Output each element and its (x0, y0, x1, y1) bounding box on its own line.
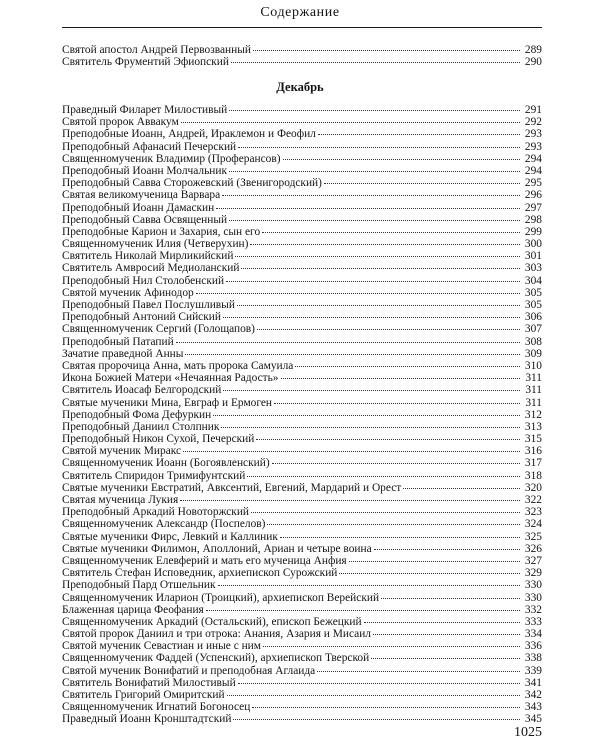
toc-entry (62, 56, 542, 68)
toc-entry (62, 116, 542, 128)
toc-entry-page: 343 (524, 701, 542, 714)
toc-entry-title: Священномученик Игнатий Богоносец (62, 701, 251, 714)
leader-dots (222, 195, 520, 196)
leader-dots (371, 658, 520, 659)
leader-dots (180, 500, 520, 501)
toc-entry-page: 336 (524, 640, 542, 653)
leader-dots (252, 707, 520, 708)
leader-dots (364, 622, 520, 623)
toc-entry-page: 300 (524, 238, 542, 251)
toc-entry-title: Святитель Григорий Омиритский (62, 689, 225, 701)
toc-entry-page: 341 (524, 676, 542, 689)
toc-entry (62, 506, 542, 518)
toc-entry-page: 334 (524, 628, 542, 641)
toc-entry-page: 305 (524, 286, 542, 299)
leader-dots (257, 329, 520, 330)
toc-entry (62, 360, 542, 372)
page-number: 1025 (514, 725, 542, 740)
toc-entry-title: Святой мученик Афинодор (62, 286, 194, 299)
toc-entry-page: 297 (524, 201, 542, 214)
leader-dots (374, 549, 520, 550)
toc-entry-page: 330 (524, 579, 542, 592)
leader-dots (272, 463, 520, 464)
toc-entry-page: 342 (524, 689, 542, 701)
toc-entry-title: Святитель Николай Мирликийский (62, 250, 234, 263)
toc-entry (62, 165, 542, 177)
toc-entry-page: 293 (524, 128, 542, 141)
toc-entry (62, 640, 542, 652)
toc-entry-page: 324 (524, 518, 542, 531)
toc-entry (62, 433, 542, 445)
toc-entry-title: Святитель Вонифатий Милостивый (62, 676, 236, 689)
section-heading: Декабрь (276, 80, 324, 94)
toc-entry-title: Преподобные Карион и Захария, сын его (62, 225, 261, 238)
toc-entry-title: Святитель Спиридон Тримифунтский (62, 469, 246, 482)
toc-entry (62, 153, 542, 165)
toc-entry-title: Святая мученица Лукия (62, 494, 179, 506)
toc-entry (62, 445, 542, 457)
leader-dots (317, 671, 520, 672)
leader-dots (223, 390, 520, 391)
toc-entry-title: Преподобный Савва Сторожевский (Звенигородский) (62, 177, 322, 190)
leader-dots (185, 354, 520, 355)
leader-dots (235, 256, 520, 257)
toc-entry (62, 652, 542, 664)
toc-entry-page: 311 (525, 372, 542, 385)
toc-entry-title: Святые мученики Евстратий, Авксентий, Евгений, Мардарий и Орест (62, 481, 402, 494)
leader-dots (221, 427, 520, 428)
toc-entry (62, 44, 542, 56)
toc-entry-title: Священномученик Илия (Четверухин) (62, 238, 249, 251)
toc-entry (62, 311, 542, 323)
toc-entry-title: Преподобный Афанасий Печерский (62, 140, 237, 153)
toc-entry-title: Блаженная царица Феофания (62, 603, 204, 616)
toc-entry-title: Преподобный Савва Освященный (62, 213, 228, 226)
leader-dots (229, 171, 520, 172)
toc-entry (62, 701, 542, 713)
toc-entry (62, 604, 542, 616)
toc-entry-page: 315 (524, 433, 542, 446)
toc-entry-page: 294 (524, 164, 542, 177)
leader-dots (176, 342, 520, 343)
leader-dots (241, 268, 520, 269)
toc-entry (62, 238, 542, 250)
toc-entry-title: Священномученик Владимир (Проферансов) (62, 152, 281, 165)
toc-entry (62, 348, 542, 360)
toc-entry (62, 250, 542, 262)
toc-entry-page: 289 (524, 44, 542, 56)
toc-entry-title: Преподобный Даниил Столпник (62, 420, 220, 433)
toc-entry (62, 555, 542, 567)
toc-entry (62, 384, 542, 396)
toc-entry-page: 305 (524, 299, 542, 311)
toc-entry-page: 306 (524, 311, 542, 324)
toc-entry-title: Преподобный Пард Отшельник (62, 579, 216, 592)
toc-entry-title: Священномученик Елевферий и мать его мученица Анфия (62, 554, 347, 567)
toc-entry-title: Святые мученики Мина, Евграф и Ермоген (62, 396, 273, 409)
toc-entry-title: Святой мученик Вонифатий и преподобная Аглаида (62, 664, 316, 677)
toc-entry (62, 275, 542, 287)
toc-entry (62, 177, 542, 189)
toc-entry-title: Святой мученик Миракс (62, 445, 182, 458)
toc-entry-page: 326 (524, 542, 542, 555)
leader-dots (381, 598, 520, 599)
toc-entry-title: Преподобный Иоанн Дамаскин (62, 201, 215, 214)
toc-entry (62, 397, 542, 409)
toc-entry-page: 290 (524, 56, 542, 69)
toc-entry-page: 293 (524, 140, 542, 153)
toc-entry-page: 318 (524, 469, 542, 482)
toc-entry-page: 339 (524, 664, 542, 677)
toc-entry-page: 304 (524, 274, 542, 287)
toc-entry-page: 307 (524, 323, 542, 336)
toc-entry (62, 543, 542, 555)
leader-dots (274, 403, 520, 404)
toc-entry-page: 311 (525, 396, 542, 409)
toc-entry-title: Зачатие праведной Анны (62, 347, 184, 360)
toc-entry-page: 313 (524, 420, 542, 433)
toc-entry-page: 325 (524, 530, 542, 543)
leader-dots (238, 147, 520, 148)
toc-entry-title: Святые мученики Филимон, Аполлоний, Ариан и четыре воина (62, 542, 372, 555)
toc-entry-title: Преподобный Нил Столобенский (62, 274, 225, 287)
toc-entry (62, 141, 542, 153)
leader-dots (229, 110, 520, 111)
toc-entry-page: 316 (524, 445, 542, 458)
toc-entry (62, 323, 542, 335)
toc-entry-page: 301 (524, 250, 542, 263)
toc-entry-title: Святая великомученица Варвара (62, 189, 221, 202)
leader-dots (280, 537, 520, 538)
header-rule (62, 27, 542, 28)
toc-entry-page: 330 (524, 591, 542, 604)
toc-entry-title: Преподобный Антоний Сийский (62, 311, 221, 324)
toc-entry (62, 518, 542, 530)
leader-dots (183, 451, 520, 452)
leader-dots (349, 561, 520, 562)
toc-entry-page: 296 (524, 189, 542, 202)
toc-entry (62, 579, 542, 591)
leader-dots (223, 317, 520, 318)
leader-dots (267, 524, 520, 525)
leader-dots (250, 244, 520, 245)
toc-entry (62, 628, 542, 640)
toc-entry-title: Праведный Филарет Милостивый (62, 104, 228, 116)
toc-entry (62, 470, 542, 482)
toc-entry (62, 299, 542, 311)
toc-entry-page: 333 (524, 615, 542, 628)
toc-entry (62, 262, 542, 274)
toc-entry-title: Святитель Амвросий Медиоланский (62, 262, 240, 275)
leader-dots (213, 415, 520, 416)
leader-dots (262, 232, 520, 233)
toc-entry (62, 494, 542, 506)
running-header: Содержание (260, 5, 340, 20)
leader-dots (181, 122, 520, 123)
leader-dots (318, 134, 520, 135)
toc-entry-page: 329 (524, 567, 542, 580)
toc-entry (62, 677, 542, 689)
toc-entry-title: Праведный Иоанн Кронштадтский (62, 713, 232, 726)
leader-dots (253, 50, 520, 51)
toc-entry (62, 104, 542, 116)
toc-entry-title: Святой мученик Севастиан и иные с ним (62, 640, 261, 653)
toc-entry (62, 287, 542, 299)
toc-entry-title: Преподобный Никон Сухой, Печерский (62, 433, 255, 446)
toc-entry-page: 298 (524, 213, 542, 226)
leader-dots (281, 378, 521, 379)
toc-entry-title: Икона Божией Матери «Нечаянная Радость» (62, 372, 279, 385)
toc-entry-title: Священномученик Александр (Поспелов) (62, 518, 266, 531)
toc-entry-page: 309 (524, 347, 542, 360)
toc-entry-title: Святые мученики Фирс, Левкий и Каллиник (62, 530, 278, 543)
toc-entry-title: Святой апостол Андрей Первозванный (62, 44, 251, 56)
toc-entry (62, 421, 542, 433)
toc-entry (62, 689, 542, 701)
toc-entry-page: 338 (524, 652, 542, 665)
leader-dots (256, 439, 520, 440)
toc-entry-title: Святитель Иоасаф Белгородский (62, 384, 222, 397)
toc-entry-title: Священномученик Иларион (Троицкий), архиепископ Верейский (62, 591, 380, 604)
toc-entry (62, 665, 542, 677)
toc-entry-title: Святая пророчица Анна, мать пророка Самуила (62, 359, 294, 372)
toc-entry (62, 592, 542, 604)
toc-list-december (62, 104, 542, 726)
toc-entry (62, 226, 542, 238)
toc-entry (62, 372, 542, 384)
toc-entry-page: 294 (524, 152, 542, 165)
toc-entry-page: 312 (524, 408, 542, 421)
toc-entry-page: 323 (524, 506, 542, 519)
toc-entry-title: Преподобный Аркадий Новоторжский (62, 506, 250, 519)
toc-entry-page: 295 (524, 177, 542, 190)
toc-entry-title: Преподобный Патапий (62, 335, 174, 348)
toc-entry-title: Преподобный Павел Послушливый (62, 299, 235, 311)
toc-entry-page: 345 (524, 713, 542, 726)
leader-dots (229, 220, 520, 221)
toc-entry (62, 336, 542, 348)
leader-dots (247, 476, 520, 477)
leader-dots (403, 488, 520, 489)
toc-entry (62, 713, 542, 725)
toc-entry-page: 303 (524, 262, 542, 275)
toc-entry-title: Святитель Стефан Исповедник, архиепископ Сурожский (62, 567, 338, 580)
toc-entry-page: 327 (524, 554, 542, 567)
leader-dots (238, 683, 520, 684)
toc-entry (62, 189, 542, 201)
toc-entry-page: 332 (524, 603, 542, 616)
toc-entry-title: Преподобные Иоанн, Андрей, Ираклемон и Феофил (62, 128, 316, 141)
toc-entry-page: 292 (524, 116, 542, 129)
toc-entry-title: Преподобный Фома Дефуркин (62, 408, 212, 421)
toc-entry-page: 317 (524, 457, 542, 470)
toc-entry-page: 320 (524, 481, 542, 494)
leader-dots (206, 610, 520, 611)
toc-entry-title: Священномученик Фаддей (Успенский), архиепископ Тверской (62, 652, 370, 665)
toc-entry-page: 299 (524, 225, 542, 238)
leader-dots (216, 208, 520, 209)
toc-entry-title: Святой пророк Аввакум (62, 116, 179, 129)
toc-entry (62, 214, 542, 226)
toc-entry (62, 567, 542, 579)
toc-entry-page: 310 (524, 359, 542, 372)
leader-dots (295, 366, 520, 367)
leader-dots (218, 585, 520, 586)
leader-dots (196, 293, 520, 294)
toc-entry-page: 291 (524, 104, 542, 116)
leader-dots (231, 62, 520, 63)
toc-entry (62, 409, 542, 421)
toc-entry (62, 457, 542, 469)
toc-list-november-tail (62, 44, 542, 68)
leader-dots (233, 719, 520, 720)
leader-dots (227, 695, 520, 696)
leader-dots (324, 183, 520, 184)
toc-entry-title: Преподобный Иоанн Молчальник (62, 164, 227, 177)
leader-dots (263, 646, 520, 647)
leader-dots (251, 512, 520, 513)
leader-dots (226, 281, 520, 282)
toc-entry (62, 128, 542, 140)
toc-entry-page: 322 (524, 494, 542, 506)
toc-entry-page: 308 (524, 335, 542, 348)
toc-entry (62, 202, 542, 214)
toc-entry-title: Священномученик Иоанн (Богоявленский) (62, 457, 270, 470)
toc-entry-title: Святой пророк Даниил и три отрока: Анания, Азария и Мисаил (62, 628, 371, 641)
toc-entry-title: Святитель Фрументий Эфиопский (62, 56, 229, 69)
leader-dots (237, 305, 520, 306)
leader-dots (339, 573, 520, 574)
toc-entry-page: 311 (525, 384, 542, 397)
toc-entry (62, 616, 542, 628)
toc-entry-title: Священномученик Сергий (Голощапов) (62, 323, 255, 336)
toc-entry-title: Священномученик Аркадий (Остальский), епископ Бежецкий (62, 615, 362, 628)
leader-dots (373, 634, 520, 635)
toc-entry (62, 482, 542, 494)
toc-entry (62, 531, 542, 543)
leader-dots (283, 159, 520, 160)
